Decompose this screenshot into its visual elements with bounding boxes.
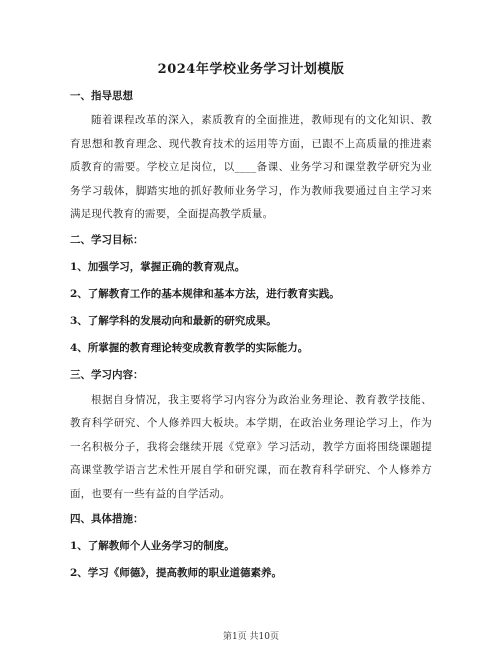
- list-item: 4、所掌握的教育理论转变成教育教学的实际能力。: [70, 341, 309, 354]
- section-heading: 二、学习目标：: [70, 233, 144, 246]
- paragraph: 随着课程改革的深入，素质教育的全面推进，教师现有的文化知识、教育思想和教育理念、现代教育技术的运用等方面，已跟不上高质量的推进素质教育的需要。学校立足岗位，以____备课、业务学习和课堂教学研究为业务学习载体，脚踏实地的抓好教师业务学习，作为教师我要通过自主学习来满足现代教育的需要，全面提高教学质量。: [70, 114, 432, 220]
- section-heading: 四、具体措施：: [70, 513, 144, 525]
- list-item: 3、了解学科的发展动向和最新的研究成果。: [70, 314, 277, 327]
- document-body: [70, 83, 432, 587]
- list-item: 2、了解教育工作的基本规律和基本方法，进行教育实践。: [70, 287, 340, 300]
- list-item: 1、了解教师个人业务学习的制度。: [70, 540, 235, 552]
- list-item: 1、加强学习，掌握正确的教育观点。: [70, 260, 246, 273]
- list-item: 2、学习《师德》，提高教师的职业道德素养。: [70, 567, 283, 579]
- section-heading: 三、学习内容：: [70, 368, 144, 381]
- paragraph: 根据自身情况，我主要将学习内容分为政治业务理论、教育教学技能、教育科学研究、个人修养四大板块。本学期，在政治业务理论学习上，作为一名积极分子，我将会继续开展《党章》学习活动，教学方面将围绕课题提高课堂教学语言艺术性开展自学和研究课，而在教育科学研究、个人修养方面，也要有一些有益的自学活动。: [70, 393, 432, 500]
- section-heading: 一、指导思想: [70, 90, 133, 102]
- document-title: 2024年学校业务学习计划模版: [157, 62, 345, 77]
- page-footer: 第1页 共10页: [222, 632, 280, 642]
